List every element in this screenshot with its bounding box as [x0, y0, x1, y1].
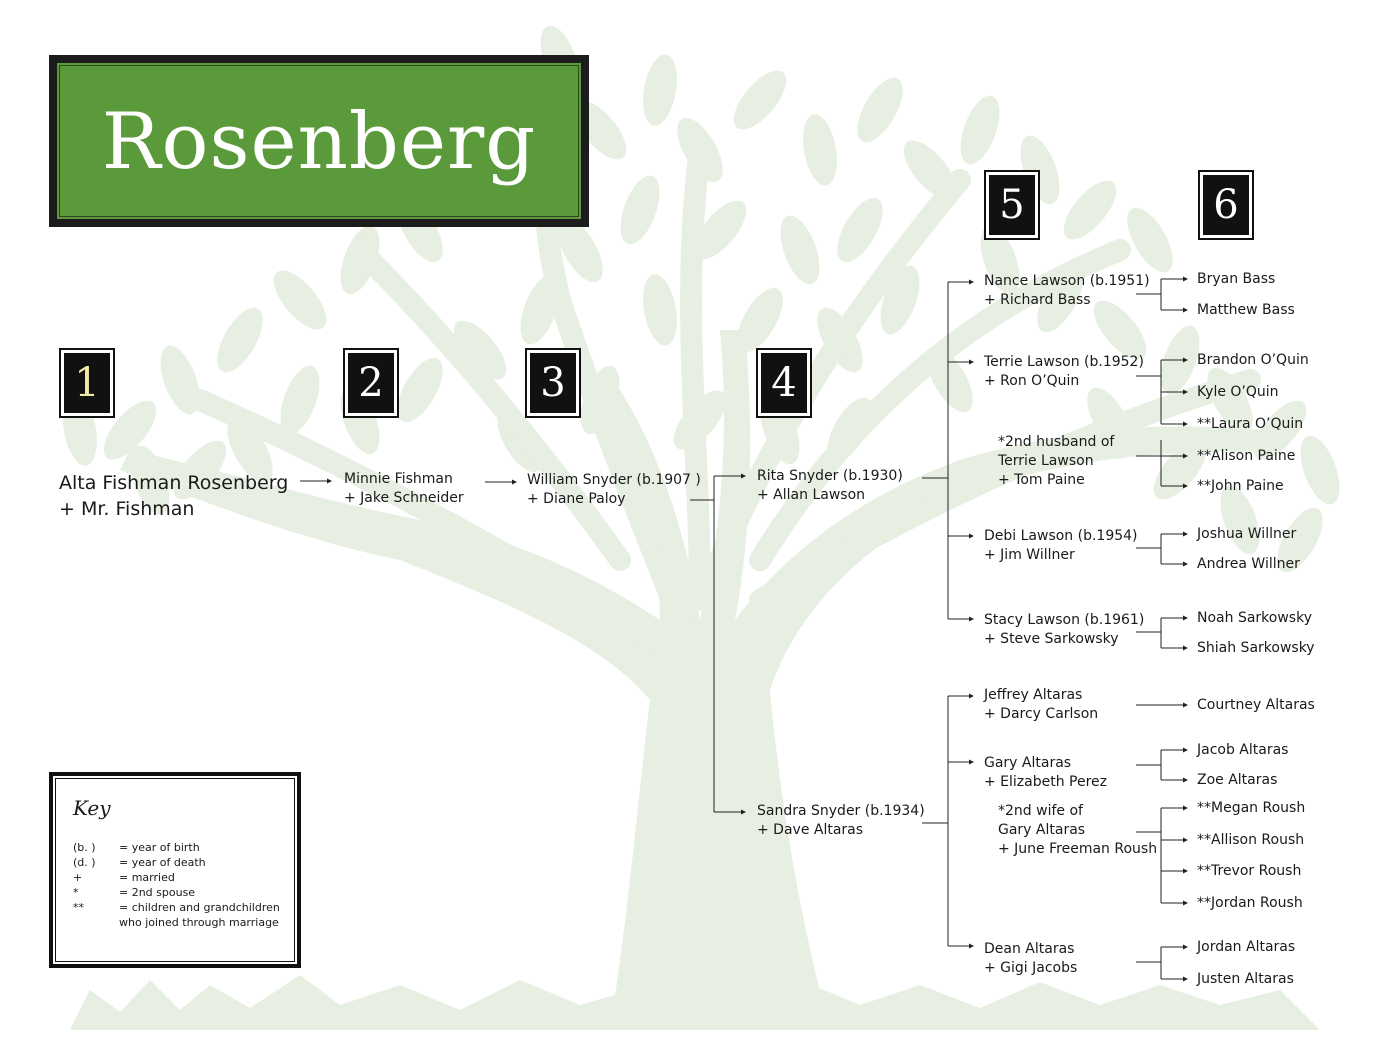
key-row — [73, 840, 200, 855]
person-gen6: Shiah Sarkowsky — [1197, 640, 1315, 656]
person-name: Terrie Lawson — [998, 453, 1094, 469]
person-name: Stacy Lawson (b.1961) — [984, 612, 1145, 628]
person-name: Jeffrey Altaras — [984, 687, 1083, 703]
key-symbol: * — [73, 886, 79, 899]
key-definition: = year of birth — [119, 841, 200, 854]
key-definition: = year of death — [119, 856, 206, 869]
person-gen6: Kyle O’Quin — [1197, 384, 1279, 400]
spouse-name: + Diane Paloy — [527, 491, 626, 507]
title-banner — [49, 55, 589, 227]
person-gen6: **John Paine — [1197, 478, 1284, 494]
spouse-name: + Allan Lawson — [757, 487, 866, 503]
person-gen6: Courtney Altaras — [1197, 697, 1315, 713]
key-legend — [49, 772, 301, 968]
key-row — [73, 915, 279, 930]
family-name-title: Rosenberg — [101, 97, 537, 187]
person-name: Dean Altaras — [984, 941, 1075, 957]
person-gen5-jeffrey — [984, 686, 1098, 724]
spouse-name: + Dave Altaras — [757, 822, 864, 838]
spouse-name: + Steve Sarkowsky — [984, 631, 1119, 647]
spouse-name: + Ron O’Quin — [984, 373, 1080, 389]
person-gen6: Joshua Willner — [1197, 526, 1297, 542]
person-name: Gary Altaras — [998, 822, 1086, 838]
spouse-name: + Richard Bass — [984, 292, 1091, 308]
person-gen5-gary-2nd — [998, 802, 1157, 859]
key-row — [73, 870, 175, 885]
key-title: Key — [73, 796, 111, 820]
person-gen6: Brandon O’Quin — [1197, 352, 1309, 368]
person-gen6: Justen Altaras — [1197, 971, 1294, 987]
person-gen6: Andrea Willner — [1197, 556, 1300, 572]
spouse-name: + Gigi Jacobs — [984, 960, 1078, 976]
person-gen5-stacy — [984, 611, 1144, 649]
person-name: Gary Altaras — [984, 755, 1072, 771]
generation-badge-1: 1 — [61, 350, 113, 416]
person-name: Minnie Fishman — [344, 471, 453, 487]
key-row — [73, 855, 206, 870]
person-name: Terrie Lawson (b.1952) — [984, 354, 1144, 370]
person-name: Rita Snyder (b.1930) — [757, 468, 903, 484]
person-name: Debi Lawson (b.1954) — [984, 528, 1138, 544]
key-row — [73, 885, 195, 900]
generation-badge-4: 4 — [758, 350, 810, 416]
key-definition: = married — [119, 871, 175, 884]
person-gen4-rita — [757, 467, 903, 505]
person-gen3 — [527, 471, 701, 509]
person-gen1 — [59, 470, 288, 522]
person-name: William Snyder (b.1907 ) — [527, 472, 701, 488]
person-gen6: Zoe Altaras — [1197, 772, 1278, 788]
key-definition: = children and grandchildren — [119, 901, 280, 914]
spouse-name: + June Freeman Roush — [998, 841, 1158, 857]
key-symbol: (d. ) — [73, 856, 96, 869]
generation-badge-3: 3 — [527, 350, 579, 416]
person-gen6: **Laura O’Quin — [1197, 416, 1304, 432]
person-gen6: Bryan Bass — [1197, 271, 1276, 287]
person-gen6: **Trevor Roush — [1197, 863, 1302, 879]
person-gen6: **Allison Roush — [1197, 832, 1305, 848]
spouse-name: + Elizabeth Perez — [984, 774, 1108, 790]
person-gen5-nance — [984, 272, 1150, 310]
person-gen6: Jordan Altaras — [1197, 939, 1296, 955]
person-gen6: **Megan Roush — [1197, 800, 1306, 816]
person-gen4-sandra — [757, 802, 925, 840]
spouse-name: + Jake Schneider — [344, 490, 464, 506]
generation-badge-2: 2 — [345, 350, 397, 416]
person-gen6: Jacob Altaras — [1197, 742, 1289, 758]
person-gen6: Matthew Bass — [1197, 302, 1295, 318]
key-legend-inner — [52, 775, 298, 965]
person-gen6: **Alison Paine — [1197, 448, 1296, 464]
key-symbol: (b. ) — [73, 841, 96, 854]
generation-badge-6: 6 — [1200, 172, 1252, 238]
person-gen2 — [344, 470, 464, 508]
person-name: Nance Lawson (b.1951) — [984, 273, 1150, 289]
note-line: *2nd husband of — [998, 434, 1115, 450]
key-symbol: + — [73, 871, 83, 884]
spouse-name: + Tom Paine — [998, 472, 1085, 488]
spouse-name: + Mr. Fishman — [59, 498, 195, 520]
person-gen5-dean — [984, 940, 1077, 978]
person-gen6: Noah Sarkowsky — [1197, 610, 1312, 626]
person-name: Sandra Snyder (b.1934) — [757, 803, 925, 819]
person-gen5-terrie-2nd — [998, 433, 1114, 490]
person-gen5-gary — [984, 754, 1107, 792]
person-gen5-debi — [984, 527, 1138, 565]
key-definition: = 2nd spouse — [119, 886, 196, 899]
key-row — [73, 900, 280, 915]
key-symbol: ** — [73, 901, 84, 914]
person-name: Alta Fishman Rosenberg — [59, 472, 289, 494]
person-gen6: **Jordan Roush — [1197, 895, 1303, 911]
generation-badge-5: 5 — [986, 172, 1038, 238]
person-gen5-terrie — [984, 353, 1144, 391]
spouse-name: + Darcy Carlson — [984, 706, 1099, 722]
title-banner-inner — [55, 61, 583, 221]
key-definition: who joined through marriage — [119, 916, 279, 929]
note-line: *2nd wife of — [998, 803, 1083, 819]
spouse-name: + Jim Willner — [984, 547, 1075, 563]
